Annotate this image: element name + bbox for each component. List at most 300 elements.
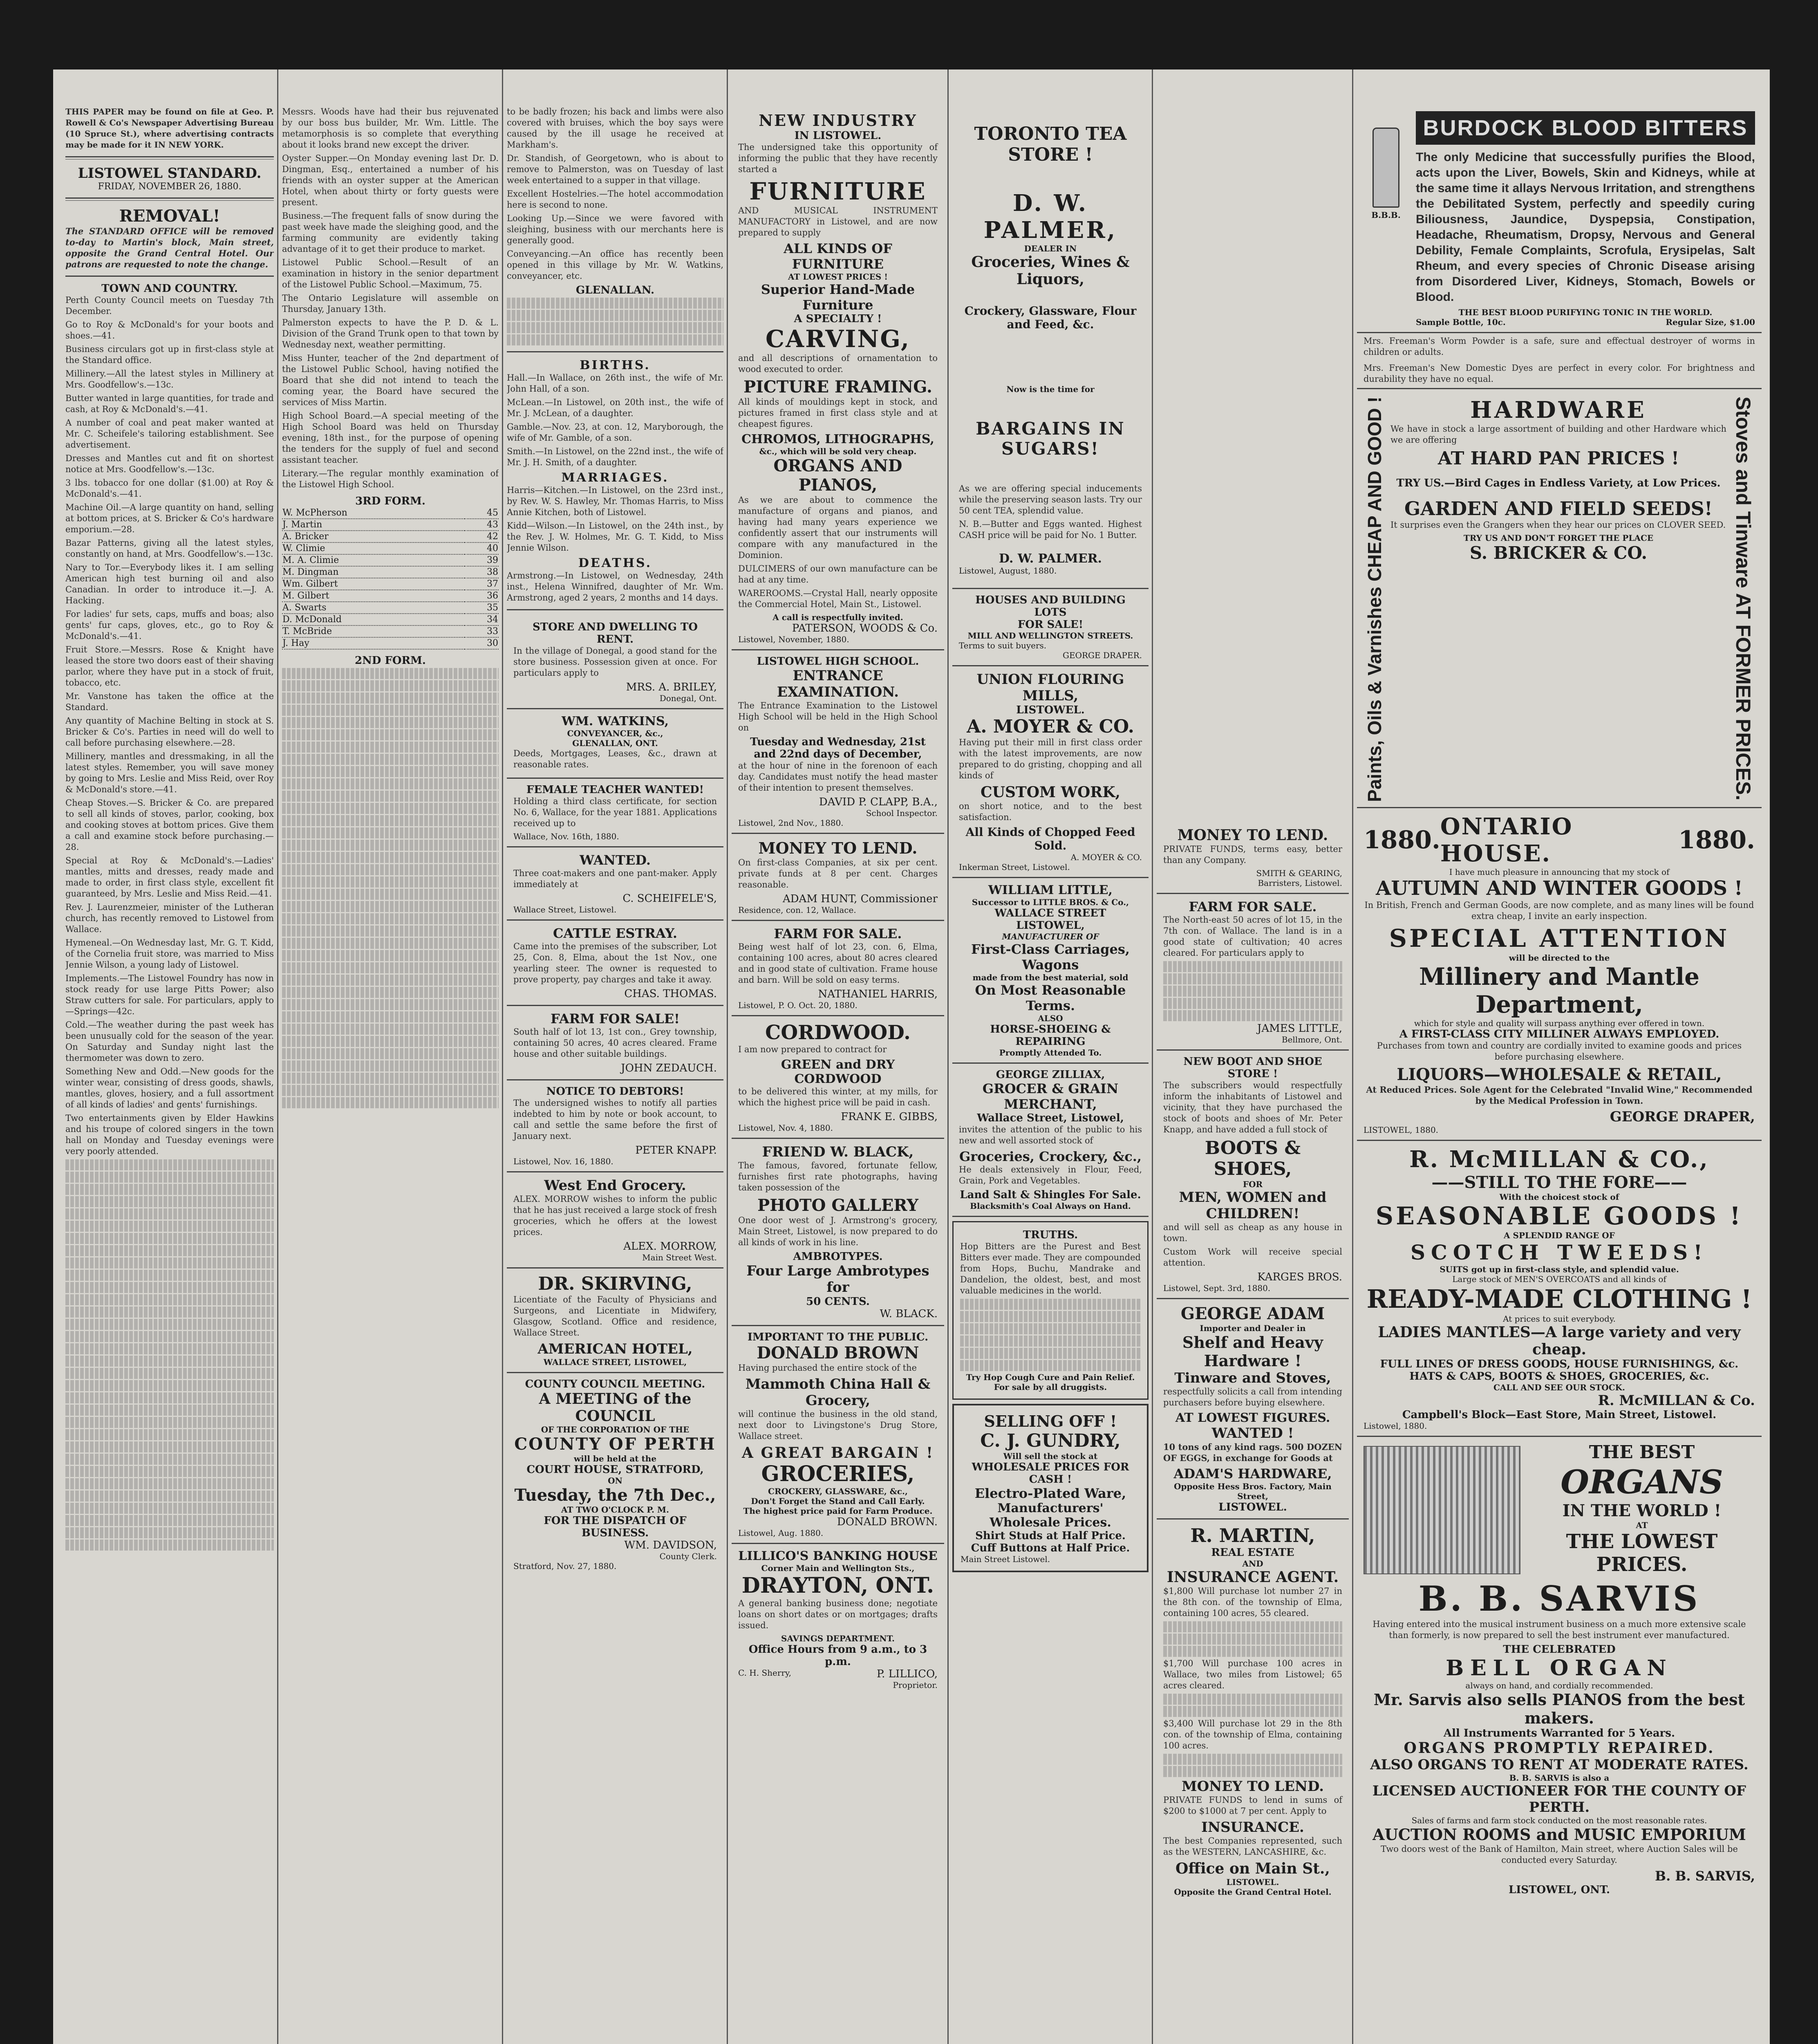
news-item: Two entertainments given by Elder Hawkins and his troupe of colored singers in the town hall on Monday and Tuesday evenings were very poorly attended.: [65, 1113, 274, 1156]
student-name-cell: J. Hay: [282, 637, 465, 649]
skirving-street: WALLACE STREET, LISTOWEL,: [543, 1357, 687, 1367]
industry-carving: CARVING,: [765, 325, 911, 353]
martin-agent: INSURANCE AGENT.: [1166, 1569, 1339, 1586]
mcmillan-mantles: LADIES MANTLES—A large variety and very cheap.: [1378, 1323, 1741, 1358]
black-title: FRIEND W. BLACK,: [762, 1144, 914, 1160]
ziliax-text: invites the attention of the public to his new and well assorted stock of: [959, 1125, 1142, 1145]
student-name-cell: M. Dingman: [282, 566, 465, 578]
ontario-house-ad: [1357, 808, 1762, 1141]
table-row: [282, 531, 499, 542]
important-date: Listowel, Aug. 1880.: [738, 1528, 824, 1538]
tea-butter: N. B.—Butter and Eggs wanted. Highest CASH price will be paid for No. 1 Butter.: [959, 519, 1142, 540]
skirving-hotel: AMERICAN HOTEL,: [537, 1341, 693, 1357]
news-item: 3 lbs. tobacco for one dollar ($1.00) at Roy & McDonald's.—41.: [65, 478, 274, 499]
bottle-icon: [1372, 128, 1399, 208]
farm-text: Being west half of lot 23, con. 6, Elma, containing 100 acres, about 80 acres cleared and in good state of cultivation. Frame house and barn. Will be sold on easy terms.: [738, 942, 938, 985]
mcmillan-ad: [1357, 1141, 1762, 1437]
farm-name: NATHANIEL HARRIS,: [818, 988, 938, 1000]
bank-agent: C. H. Sherry,: [738, 1668, 791, 1678]
birth-notice: Gamble.—Nov. 23, at con. 12, Maryborough, the wife of Mr. Gamble, of a son.: [507, 422, 723, 443]
news-item: Hymeneal.—On Wednesday last, Mr. G. T. Kidd, of the Cornelia fruit store, was married to Miss Jennie Wilson, a young lady of Listowel.: [65, 938, 274, 970]
cattle-ad: [507, 921, 723, 1006]
cordwood-place: Listowel, Nov. 4, 1880.: [738, 1123, 833, 1133]
paper-name: LISTOWEL STANDARD.: [78, 165, 262, 182]
black-photo-ad: [732, 1139, 944, 1326]
news-item: Something New and Odd.—New goods for the winter wear, consisting of dress goods, shawls, mantles, gloves, hosiery, and a full assortment of all kinds of ladies' and gents' furnishings.: [65, 1067, 274, 1109]
little-carriages: First-Class Carriages, Wagons: [971, 941, 1130, 973]
news-item: For ladies' fur sets, caps, muffs and boas; also gents' fur caps, gloves, etc., go to Roy & McDonald's.—41.: [65, 609, 274, 641]
second-form-title: 2ND FORM.: [354, 654, 426, 667]
watkins-line2: GLENALLAN, ONT.: [572, 738, 658, 748]
cattle-title: CATTLE ESTRAY.: [553, 926, 678, 941]
news-item: Nary to Tor.—Everybody likes it. I am selling American high test burning oil and also Canadian. In order to introduce it.—J. A. Hacking.: [65, 563, 274, 605]
martin-p3: $3,400 Will purchase lot 29 in the 8th con. of the township of Elma, containing 100 acres.: [1163, 1719, 1342, 1750]
score-cell: 40: [465, 542, 499, 554]
council-line5: COURT HOUSE, STRATFORD,: [526, 1464, 704, 1476]
tea-sign: D. W. PALMER.: [999, 551, 1102, 566]
council-line1: A MEETING of the COUNCIL: [539, 1390, 692, 1425]
money-ad-col6: [1157, 822, 1349, 894]
score-cell: 38: [465, 566, 499, 578]
mcmillan-block: Campbell's Block—East Store, Main Street, Listowel.: [1402, 1408, 1717, 1421]
shoe-boots: BOOTS & SHOES,: [1205, 1138, 1301, 1179]
industry-ad: [732, 106, 944, 650]
tea-crockery: Crockery, Glassware, Flour and Feed, &c.: [964, 304, 1137, 331]
martin-office: Office on Main St.,: [1175, 1860, 1330, 1877]
industry-chromos-sub: &c., which will be sold very cheap.: [759, 446, 917, 456]
news-item: Literary.—The regular monthly examination of the Listowel High School.: [282, 468, 499, 489]
martin-ins-text: The best Companies represented, such as the WESTERN, LANCASHIRE, &c.: [1163, 1836, 1342, 1857]
ziliax-coal: Blacksmith's Coal Always on Hand.: [970, 1201, 1131, 1211]
mcmillan-still: ——STILL TO THE FORE——: [1431, 1172, 1687, 1192]
sarvis-sign: B. B. SARVIS,: [1655, 1868, 1755, 1884]
column-4: [732, 69, 944, 2044]
ontario-place: LISTOWEL, 1880.: [1364, 1125, 1439, 1135]
grocery-place: Main Street West.: [642, 1253, 717, 1262]
adam-wanted: WANTED !: [1211, 1425, 1294, 1441]
hardware-text: We have in stock a large assortment of building and other Hardware which we are offering: [1390, 424, 1726, 445]
ontario-millinery: Millinery and Mantle Department,: [1419, 962, 1700, 1018]
tea-dealer: DEALER IN: [1024, 244, 1077, 253]
news-item: A number of coal and peat maker wanted at Mr. C. Scheifele's tailoring establishment. See advertisement.: [65, 418, 274, 450]
sarvis-organs: ORGANS: [1561, 1462, 1723, 1501]
burdock-banner: BURDOCK BLOOD BITTERS: [1416, 111, 1755, 145]
farm-ad-col4: [732, 921, 944, 1016]
table-row: [282, 637, 499, 649]
truths-text: Hop Bitters are the Purest and Best Bitters ever made. They are compounded from Hops, Buchu, Mandrake and Dandelion, the oldest, best, and most valuable medicines in the world.: [960, 1242, 1141, 1295]
burdock-bottle: [1364, 111, 1408, 327]
hardware-right-banner: Stoves and Tinware AT FORMER PRICES.: [1732, 397, 1755, 801]
deaths-title: DEATHS.: [578, 556, 652, 570]
score-cell: 33: [465, 625, 499, 637]
lots-title: HOUSES AND BUILDING LOTS: [975, 594, 1126, 619]
ontario-text: I have much pleasure in announcing that my stock of: [1449, 867, 1670, 877]
industry-chromos: CHROMOS, LITHOGRAPHS,: [741, 432, 934, 446]
news-item: Conveyancing.—An office has recently been opened in this village by Mr. W. Watkins, conveyancer, etc.: [507, 249, 723, 281]
mcmillan-firm: R. McMILLAN & Co.: [1598, 1392, 1755, 1409]
adam-town: LISTOWEL.: [1218, 1501, 1287, 1513]
removal-title: REMOVAL!: [119, 206, 220, 226]
industry-text: The undersigned take this opportunity of informing the public that they have recently started a: [738, 142, 938, 174]
mcmillan-ready: READY-MADE CLOTHING !: [1366, 1284, 1752, 1314]
death-notice: Armstrong.—In Listowel, on Wednesday, 24th inst., Helena Winnifred, daughter of Mr. Wm. Armstrong, aged 2 years, 2 months and 14 days.: [507, 571, 723, 603]
farm-title: FARM FOR SALE.: [1189, 899, 1317, 914]
mills-ad: [952, 666, 1149, 878]
martin-and: AND: [1242, 1559, 1263, 1569]
ontario-year-right: 1880.: [1678, 825, 1755, 854]
mcmillan-title: R. McMILLAN & CO.,: [1409, 1145, 1709, 1173]
little-also: ALSO: [1038, 1013, 1063, 1023]
grocery-name: ALEX. MORROW,: [623, 1240, 717, 1253]
mcmillan-tweeds: SCOTCH TWEEDS!: [1410, 1240, 1708, 1264]
score-cell: 37: [465, 578, 499, 590]
martin-money: MONEY TO LEND.: [1181, 1778, 1324, 1795]
watkins-text: Deeds, Mortgages, Leases, &c., drawn at reasonable rates.: [513, 749, 717, 769]
gundry-shirt: Shirt Studs at Half Price.: [975, 1530, 1126, 1542]
table-row: [282, 566, 499, 578]
council-time: AT TWO O'CLOCK P. M.: [561, 1505, 669, 1515]
martin-p1: $1,800 Will purchase lot number 27 in the 8th con. of the township of Elma, containing 100 acres, 55 cleared.: [1163, 1586, 1342, 1618]
mcmillan-with: With the choicest stock of: [1499, 1192, 1619, 1202]
news-item: Mr. Vanstone has taken the office at the Standard.: [65, 691, 274, 712]
important-bargain: A GREAT BARGAIN !: [742, 1444, 934, 1461]
industry-picture: PICTURE FRAMING.: [743, 377, 932, 397]
council-line2: OF THE CORPORATION OF THE: [541, 1425, 690, 1434]
ontario-goods: AUTUMN AND WINTER GOODS !: [1376, 876, 1743, 900]
tea-text: As we are offering special inducements while the preserving season lasts. Try our 50 cent TEA, splendid value.: [959, 484, 1142, 515]
truths-ad: [952, 1221, 1149, 1400]
council-date: Tuesday, the 7th Dec.,: [514, 1486, 716, 1505]
lots-name: GEORGE DRAPER.: [1063, 650, 1142, 660]
mcmillan-range: A SPLENDID RANGE OF: [1504, 1230, 1615, 1240]
black-text: The famous, favored, fortunate fellow, furnishes first rate photographs, having taken possession of the: [738, 1161, 938, 1192]
news-item: The Ontario Legislature will assemble on Thursday, January 13th.: [282, 293, 499, 314]
cordwood-text: I am now prepared to contract for: [738, 1044, 887, 1054]
industry-dulcimers: DULCIMERS of our own manufacture can be had at any time.: [738, 564, 938, 585]
news-item: Millinery.—All the latest styles in Millinery at Mrs. Goodfellow's.—13c.: [65, 369, 274, 390]
table-row: [282, 578, 499, 590]
removal-text: The STANDARD OFFICE will be removed to-day to Martin's block, Main street, opposite the Grand Central Hotel. Our patrons are requested to note the change.: [65, 226, 274, 269]
ziliax-name: GEORGE ZILLIAX,: [996, 1069, 1105, 1081]
truths-sold: For sale by all druggists.: [994, 1382, 1107, 1392]
student-name-cell: M. Gilbert: [282, 590, 465, 602]
score-cell: 30: [465, 637, 499, 649]
hardware-cages: TRY US.—Bird Cages in Endless Variety, at Low Prices.: [1396, 477, 1721, 489]
table-row: [282, 542, 499, 554]
skirving-text: Licentiate of the Faculty of Physicians and Surgeons, and Licentiate in Midwifery, Glasgow, Scotland. Office and residence, Wallace Street.: [513, 1295, 717, 1338]
score-cell: 43: [465, 519, 499, 531]
important-crockery: CROCKERY, GLASSWARE, &c.,: [768, 1486, 908, 1496]
ontario-year-left: 1880.: [1364, 825, 1440, 854]
farm-place: Bellmore, Ont.: [1281, 1035, 1342, 1044]
ziliax-land: Land Salt & Shingles For Sale.: [960, 1189, 1141, 1201]
score-cell: 34: [465, 614, 499, 625]
ontario-liquors: LIQUORS—WHOLESALE & RETAIL,: [1397, 1065, 1722, 1084]
adam-store: ADAM'S HARDWARE,: [1173, 1466, 1332, 1481]
mcmillan-call: CALL AND SEE OUR STOCK.: [1493, 1382, 1625, 1392]
mills-town: LISTOWEL.: [1016, 704, 1085, 716]
bank-ad: [732, 1544, 944, 1695]
debtors-text: The undersigned wishes to notify all parties indebted to him by note or book account, to call and settle the same before the first of January next.: [513, 1098, 717, 1141]
mills-chopped: All Kinds of Chopped Feed Sold.: [965, 825, 1135, 852]
sarvis-pianos: Mr. Sarvis also sells PIANOS from the best makers.: [1373, 1690, 1745, 1727]
adam-opp: Opposite Hess Bros. Factory, Main Street,: [1174, 1481, 1332, 1501]
skirving-title: DR. SKIRVING,: [538, 1273, 692, 1294]
score-cell: 42: [465, 531, 499, 542]
skirving-ad: [507, 1269, 723, 1373]
important-name: DONALD BROWN.: [837, 1516, 938, 1528]
bank-dept: SAVINGS DEPARTMENT.: [781, 1634, 895, 1643]
farm-ad-col3: [507, 1006, 723, 1080]
store-rent-title: STORE AND DWELLING TO RENT.: [532, 621, 698, 645]
sarvis-ad: [1357, 1437, 1762, 1901]
tea-title: TORONTO TEA STORE !: [974, 123, 1127, 165]
important-groceries: GROCERIES,: [761, 1461, 915, 1486]
ontario-milliner: A FIRST-CLASS CITY MILLINER ALWAYS EMPLOYED.: [1399, 1028, 1719, 1040]
shoe-ad: [1157, 1051, 1349, 1299]
adam-hides: 10 tons of any kind rags. 500 DOZEN OF EGGS, in exchange for Goods at: [1163, 1442, 1342, 1463]
industry-carving-text: and all descriptions of ornamentation to wood executed to order.: [738, 353, 938, 374]
sarvis-always: always on hand, and cordially recommended.: [1465, 1680, 1653, 1690]
shoe-date: Listowel, Sept. 3rd, 1880.: [1163, 1283, 1271, 1293]
hardware-text2: It surprises even the Grangers when they hear our prices on CLOVER SEED.: [1390, 520, 1726, 530]
news-item: Any quantity of Machine Belting in stock at S. Bricker & Co's. Parties in need will do well to call before purchasing elsewhere.—28.: [65, 716, 274, 748]
mcmillan-date: Listowel, 1880.: [1364, 1421, 1427, 1431]
birth-notice: Smith.—In Listowel, on the 22nd inst., the wife of Mr. J. H. Smith, of a daughter.: [507, 446, 723, 467]
cordwood-name: FRANK E. GIBBS,: [841, 1111, 938, 1123]
news-item: Cheap Stoves.—S. Bricker & Co. are prepared to sell all kinds of stoves, parlor, cooking, box and cooking stoves at bottom prices. Give them a call and examine stock before purchasing.—28.: [65, 798, 274, 852]
paper-date: FRIDAY, NOVEMBER 26, 1880.: [98, 182, 242, 192]
hs-exam-ad: [732, 650, 944, 834]
grocery-text: ALEX. MORROW wishes to inform the public that he has just received a large stock of fresh groceries, which he offers at the lowest prices.: [513, 1194, 717, 1237]
news-item: Dr. Standish, of Georgetown, who is about to remove to Palmerston, was on Tuesday of last week entertained to a supper in that village.: [507, 153, 723, 185]
hs-text: The Entrance Examination to the Listowel High School will be held in the High School on: [738, 701, 938, 733]
column-6: [1157, 69, 1349, 2044]
lots-street: MILL AND WELLINGTON STREETS.: [967, 631, 1133, 641]
industry-lowest: AT LOWEST PRICES !: [788, 272, 888, 282]
hs-role: School Inspector.: [866, 808, 938, 818]
gundry-title: SELLING OFF !: [984, 1412, 1117, 1430]
important-ad: [732, 1326, 944, 1544]
school-table-title: 3RD FORM.: [355, 495, 425, 507]
important-text2: will continue the business in the old stand, next door to Livingstone's Drug Store, Wallace street.: [738, 1409, 938, 1441]
wanted-text: Three coat-makers and one pant-maker. Apply immediately at: [513, 868, 717, 889]
farm-name: JOHN ZEDAUCH.: [621, 1062, 717, 1074]
important-text: Having purchased the entire stock of the: [738, 1363, 917, 1373]
tea-groceries: Groceries, Wines & Liquors,: [971, 253, 1130, 288]
ontario-purchases: Purchases from town and country are cordially invited to examine goods and prices before purchasing elsewhere.: [1377, 1040, 1742, 1062]
martin-money-text: PRIVATE FUNDS to lend in sums of $200 to $1000 at 7 per cent. Apply to: [1163, 1795, 1342, 1816]
black-text2: One door west of J. Armstrong's grocery, Main Street, Listowel, is now prepared to do all kinds of work in his line.: [738, 1215, 938, 1247]
news-item: Listowel Public School.—Result of an examination in history in the senior department of the Listowel Public School.—Maximum, 75.: [282, 258, 499, 289]
news-item: Excellent Hostelries.—The hotel accommodation here is second to none.: [507, 189, 723, 210]
student-name-cell: A. Bricker: [282, 531, 465, 542]
council-clerk-title: County Clerk.: [659, 1551, 717, 1561]
news-item: Oyster Supper.—On Monday evening last Dr. D. Dingman, Esq., entertained a number of his friends with an oyster supper at the American Hotel, when about thirty or forty guests were present.: [282, 153, 499, 207]
hs-footer: Listowel, 2nd Nov., 1880.: [738, 818, 844, 828]
sarvis-repaired: ORGANS PROMPTLY REPAIRED.: [1404, 1739, 1715, 1757]
hardware-ad: [1357, 392, 1762, 808]
freeman-dyes: Mrs. Freeman's New Domestic Dyes are perfect in every color. For brightness and durability they have no equal.: [1357, 363, 1762, 389]
gundry-ad: [952, 1404, 1149, 1572]
news-item: Palmerston expects to have the P. D. & L. Division of the Grand Trunk open to that town by Wednesday next, weather permitting.: [282, 318, 499, 350]
martin-ad: [1157, 1520, 1349, 1902]
store-rent-text: In the village of Donegal, a good stand for the store business. Possession given at once. For particulars apply to: [513, 646, 717, 678]
burdock-best: THE BEST BLOOD PURIFYING TONIC IN THE WORLD.: [1458, 307, 1713, 317]
debtors-title: NOTICE TO DEBTORS!: [546, 1085, 684, 1098]
martin-opp: Opposite the Grand Central Hotel.: [1174, 1887, 1332, 1897]
gundry-street: Main Street Listowel.: [960, 1554, 1050, 1564]
money-name: SMITH & GEARING,: [1256, 868, 1342, 878]
industry-organs: ORGANS AND PIANOS,: [773, 456, 902, 495]
cordwood-title: CORDWOOD.: [765, 1021, 911, 1044]
town-country-list: [65, 295, 274, 1157]
lots-ad: [952, 589, 1149, 666]
council-line3: COUNTY OF PERTH: [514, 1434, 716, 1454]
bank-title: LILLICO'S BANKING HOUSE: [738, 1549, 938, 1563]
truths-title: TRUTHS.: [1023, 1229, 1078, 1241]
little-ad: [952, 878, 1149, 1064]
student-name-cell: D. McDonald: [282, 614, 465, 625]
mills-custom: CUSTOM WORK,: [980, 784, 1121, 801]
hs-name: DAVID P. CLAPP, B.A.,: [819, 796, 938, 808]
ontario-text2: In British, French and German Goods, are now complete, and as many lines will be found extra cheap, I invite an early inspection.: [1364, 900, 1754, 921]
bank-prop: P. LILLICO,: [876, 1668, 938, 1680]
gundry-prices: WHOLESALE PRICES FOR CASH !: [972, 1461, 1129, 1486]
tea-name: D. W. PALMER,: [983, 190, 1117, 244]
sarvis-sales: Sales of farms and farm stock conducted on the most reasonable rates.: [1411, 1815, 1707, 1825]
deaths-list: [507, 570, 723, 603]
wanted-name: C. SCHEIFELE'S,: [622, 892, 717, 905]
farm-title: FARM FOR SALE.: [774, 926, 902, 941]
adam-tin: Tinware and Stoves,: [1174, 1370, 1331, 1386]
council-clerk: WM. DAVIDSON,: [624, 1539, 717, 1551]
ontario-text3: which for style and quality will surpass anything ever offered in town.: [1414, 1018, 1705, 1028]
hs-text2: at the hour of nine in the forenoon of each day. Candidates must notify the head master of their intention to present themselves.: [738, 761, 938, 793]
ontario-sign: GEORGE DRAPER,: [1610, 1108, 1755, 1125]
column-7: [1357, 69, 1762, 2044]
student-name-cell: J. Martin: [282, 519, 465, 531]
shoe-custom: Custom Work will receive special attention.: [1163, 1247, 1342, 1268]
shoe-for: FOR: [1243, 1179, 1263, 1189]
news-item: Go to Roy & McDonald's for your boots and shoes.—41.: [65, 320, 274, 341]
martin-estate: REAL ESTATE: [1211, 1546, 1294, 1559]
marriage-notice: Harris—Kitchen.—In Listowel, on the 23rd inst., by Rev. W. S. Hawley, Mr. Thomas Harris, to Miss Annie Kitchen, both of Listowel.: [507, 485, 723, 517]
industry-date: Listowel, November, 1880.: [738, 634, 849, 644]
teacher-ad: [507, 779, 723, 847]
burdock-regular: Regular Size, $1.00: [1666, 317, 1755, 327]
wanted-title: WANTED.: [580, 852, 651, 868]
sarvis-name: B. B. SARVIS: [1418, 1578, 1700, 1619]
gundry-cuff: Cuff Buttons at Half Price.: [971, 1542, 1130, 1554]
bank-text: A general banking business done; negotiate loans on short dates or on mortgages; drafts issued.: [738, 1598, 938, 1630]
debtors-ad: [507, 1080, 723, 1172]
mcmillan-suits: SUITS got up in first-class style, and splendid value.: [1440, 1264, 1679, 1274]
news-item: Butter wanted in large quantities, for trade and cash, at Roy & McDonald's.—41.: [65, 393, 274, 414]
shoe-text: The subscribers would respectfully inform the inhabitants of Listowel and vicinity, that they have purchased the stock of boots and shoes of Mr. Peter Knapp, and have added a full stock of: [1163, 1080, 1342, 1134]
freeman-worm: Mrs. Freeman's Worm Powder is a safe, sure and effectual destroyer of worms in children or adults.: [1364, 336, 1755, 357]
sarvis-rent: ALSO ORGANS TO RENT AT MODERATE RATES.: [1370, 1756, 1749, 1773]
little-material: made from the best material, sold: [972, 973, 1128, 982]
births-list: [507, 372, 723, 468]
column-2: [282, 69, 499, 2044]
adam-name: GEORGE ADAM: [1180, 1304, 1325, 1323]
money-role: Barristers, Listowel.: [1258, 878, 1342, 888]
industry-title: NEW INDUSTRY: [759, 111, 917, 130]
wanted-ad: [507, 847, 723, 921]
ontario-special: SPECIAL ATTENTION: [1389, 924, 1730, 953]
adam-figures: AT LOWEST FIGURES.: [1175, 1411, 1330, 1425]
grocery-ad: [507, 1172, 723, 1269]
burdock-prices: [1416, 317, 1755, 327]
organ-illustration-icon: [1364, 1446, 1520, 1574]
news-item: Fruit Store.—Messrs. Rose & Knight have leased the store two doors east of their shaving parlor, where they have put in a stock of fruit, tobacco, etc.: [65, 645, 274, 688]
cordwood-green: GREEN and DRY CORDWOOD: [781, 1058, 895, 1086]
lots-terms: Terms to suit buyers.: [959, 641, 1047, 650]
table-row: [282, 625, 499, 637]
column-2-items: [282, 106, 499, 490]
tea-store-ad: [952, 119, 1149, 589]
marriage-notice: Kidd—Wilson.—In Listowel, on the 24th inst., by the Rev. J. W. Holmes, Mr. G. T. Kidd, to Miss Jennie Wilson.: [507, 521, 723, 553]
score-cell: 35: [465, 602, 499, 614]
important-produce: The highest price paid for Farm Produce.: [743, 1506, 933, 1516]
money-title: MONEY TO LEND.: [758, 839, 918, 857]
gundry-text: Will sell the stock at: [1003, 1451, 1098, 1461]
farm-text: The North-east 50 acres of lot 15, in the 7th con. of Wallace. The land is in a good state of cultivation; 40 acres cleared. For particulars apply to: [1163, 915, 1342, 958]
newspaper-page: [53, 69, 1770, 2044]
shoe-text2: and will sell as cheap as any house in town.: [1163, 1222, 1342, 1243]
martin-insurance: INSURANCE.: [1201, 1819, 1304, 1836]
news-item: Bazar Patterns, giving all the latest styles, constantly on hand, at Mrs. Goodfellow's.—13c.: [65, 538, 274, 559]
farm-title: FARM FOR SALE!: [550, 1011, 680, 1026]
teacher-text: Holding a third class certificate, for section No. 6, Wallace, for the year 1881. Applications received up to: [513, 796, 717, 828]
hardware-title: HARDWARE: [1470, 397, 1647, 424]
adam-ad: [1157, 1299, 1349, 1520]
farm-ad-col6: [1157, 894, 1349, 1051]
money-title: MONEY TO LEND.: [1177, 827, 1328, 844]
sarvis-best: THE BEST: [1589, 1441, 1695, 1463]
watkins-line1: CONVEYANCER, &c.,: [567, 728, 663, 738]
little-attended: Promptly Attended To.: [999, 1048, 1102, 1058]
ontario-will: will be directed to the: [1509, 953, 1610, 963]
births-title: BIRTHS.: [580, 358, 651, 372]
store-rent-place: Donegal, Ont.: [659, 693, 717, 703]
important-mammoth: Mammoth China Hall & Grocery,: [745, 1376, 931, 1409]
debtors-name: PETER KNAPP.: [635, 1144, 717, 1156]
news-item: to be badly frozen; his back and limbs were also covered with bruises, which the boy says were caused by the ill usage he received at Markham's.: [507, 107, 723, 150]
important-title: IMPORTANT TO THE PUBLIC.: [747, 1331, 929, 1343]
black-four: Four Large Ambrotypes for: [746, 1263, 929, 1295]
sarvis-auctioneer-note: B. B. SARVIS is also a: [1509, 1773, 1610, 1783]
council-place-date: Stratford, Nov. 27, 1880.: [513, 1561, 617, 1571]
adam-role: Importer and Dealer in: [1200, 1323, 1306, 1333]
news-item: Millinery, mantles and dressmaking, in all the latest styles. Remember, you will save money by going to Mrs. Leslie and Miss Reid, over Roy & McDonald's store.—41.: [65, 751, 274, 794]
burdock-ad: [1357, 106, 1762, 333]
sarvis-emporium: AUCTION ROOMS and MUSIC EMPORIUM: [1372, 1825, 1746, 1844]
debtors-date: Listowel, Nov. 16, 1880.: [513, 1156, 613, 1166]
student-name-cell: W. McPherson: [282, 507, 465, 519]
marriages-list: [507, 485, 723, 554]
black-ambro: AMBROTYPES.: [793, 1251, 883, 1263]
council-ad: [507, 1373, 723, 1576]
column-1: [65, 69, 274, 2044]
sarvis-warranted: All Instruments Warranted for 5 Years.: [1443, 1727, 1675, 1739]
industry-hand-made: Superior Hand-Made Furniture: [761, 282, 915, 313]
mills-text2: on short notice, and to the best satisfaction.: [959, 801, 1142, 822]
ziliax-text2: He deals extensively in Flour, Feed, Grain, Pork and Vegetables.: [959, 1165, 1142, 1186]
mcmillan-hats: HATS & CAPS, BOOTS & SHOES, GROCERIES, &c.: [1409, 1370, 1709, 1383]
adam-text: respectfully solicits a call from intending purchasers before buying elsewhere.: [1163, 1387, 1342, 1407]
